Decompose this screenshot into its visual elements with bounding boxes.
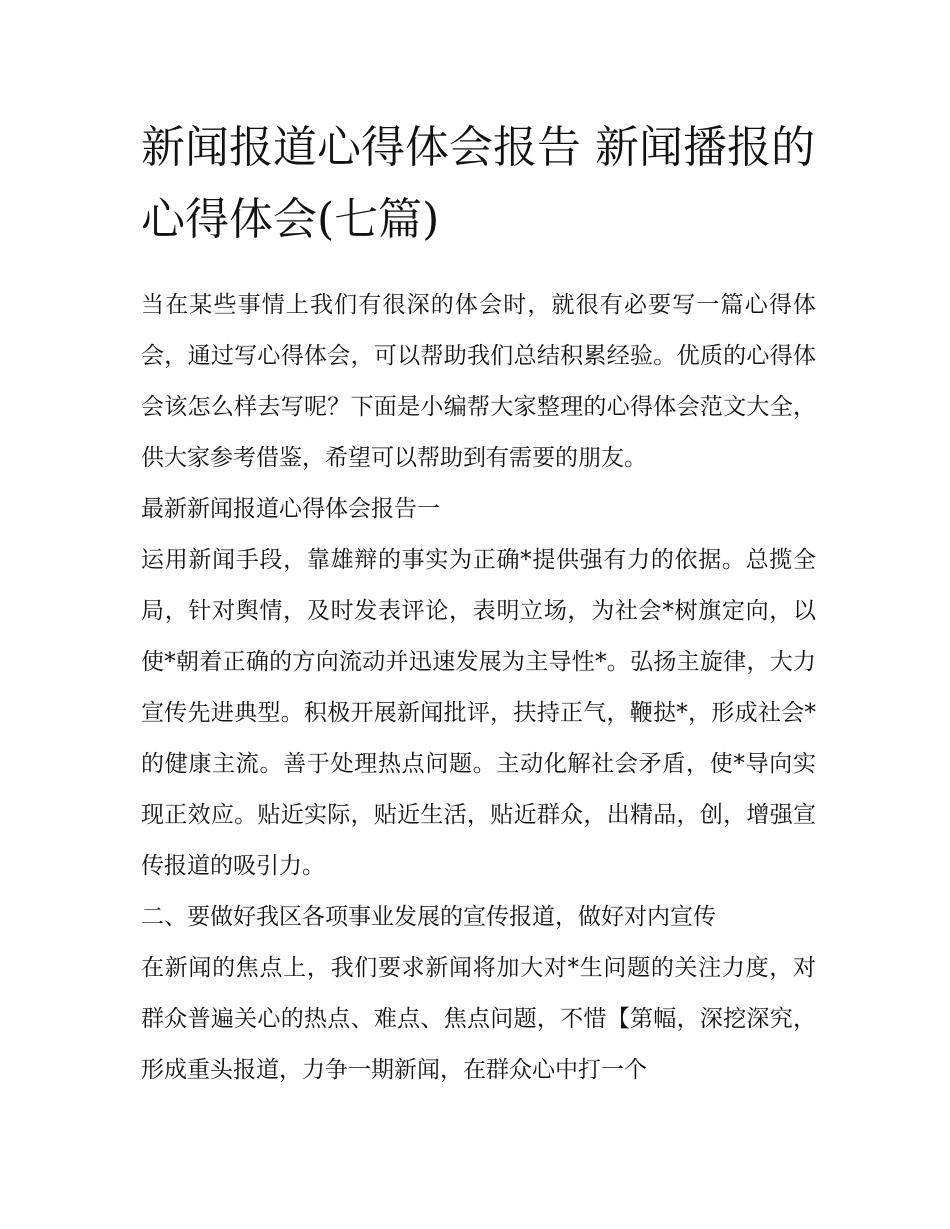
section-heading-2: 二、要做好我区各项事业发展的宣传报道，做好对内宣传 — [141, 904, 716, 930]
intro-paragraph: 当在某些事情上我们有很深的体会时，就很有必要写一篇心得体会，通过写心得体会，可以帮助我们总结积累经验。优质的心得体会该怎么样去写呢？下面是小编帮大家整理的心得体会范文大全，供大家参考借鉴，希望可以帮助到有需要的朋友。 — [141, 292, 816, 471]
document-page — [141, 112, 816, 1096]
body-paragraph-2: 在新闻的焦点上，我们要求新闻将加大对*生问题的关注力度，对群众普遍关心的热点、难点、焦点问题，不惜【第幅，深挖深究，形成重头报道，力争一期新闻，在群众心中打一个 — [141, 955, 816, 1083]
section-heading-1: 最新新闻报道心得体会报告一 — [141, 496, 440, 522]
document-title: 新闻报道心得体会报告 新闻播报的心得体会(七篇) — [141, 122, 815, 245]
body-paragraph-1: 运用新闻手段，靠雄辩的事实为正确*提供强有力的依据。总揽全局，针对舆情，及时发表评论，表明立场，为社会*树旗定向，以使*朝着正确的方向流动并迅速发展为主导性*。弘扬主旋律，大力宣传先进典型。积极开展新闻批评，扶持正气，鞭挞*，形成社会*的健康主流。善于处理热点问题。主动化解社会矛盾，使*导向实现正效应。贴近实际，贴近生活，贴近群众，出精品，创，增强宣传报道的吸引力。 — [141, 547, 816, 879]
